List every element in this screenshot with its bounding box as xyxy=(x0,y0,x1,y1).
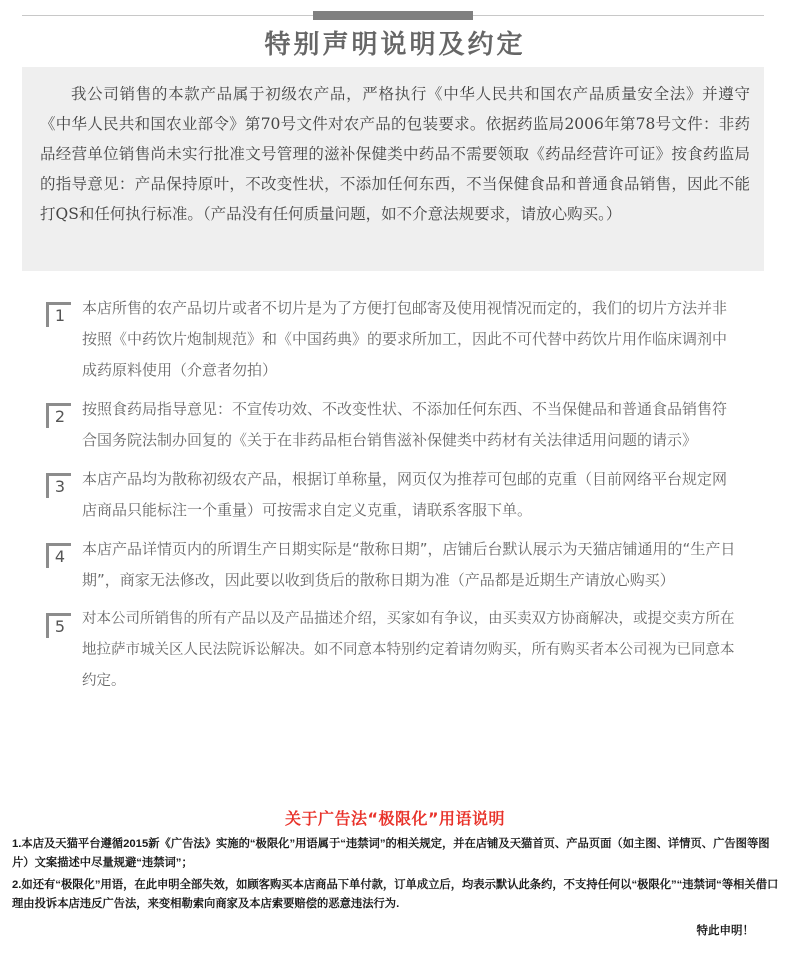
terms-item-1 xyxy=(46,293,736,386)
ad-law-paragraph-2: 2.如还有“极限化”用语，在此申明全部失效，如顾客购买本店商品下单付款，订单成立后，均表示默认此条约，不支持任何以“极限化”“违禁词“等相关借口理由投诉本店违反广告法，来变相勒索向商家及本店索要赔偿的恶意违法行为. xyxy=(12,879,779,910)
terms-item-text: 对本公司所销售的所有产品以及产品描述介绍，买家如有争议，由买卖双方协商解决，或提交卖方所在地拉萨市城关区人民法院诉讼解决。如不同意本特别约定着请勿购买，所有购买者本公司视为已同意本约定。 xyxy=(82,611,735,689)
ad-law-body xyxy=(12,835,780,914)
terms-item-text: 本店所售的农产品切片或者不切片是为了方便打包邮寄及使用视情况而定的，我们的切片方法并非按照《中药饮片炮制规范》和《中国药典》的要求所加工，因此不可代替中药饮片用作临床调剂中成药原料使用（介意者勿拍） xyxy=(82,299,728,379)
declaration-text: 特此申明！ xyxy=(696,925,754,937)
ad-law-paragraph-1: 1.本店及天猫平台遵循2015新《广告法》实施的“极限化”用语属于“违禁词”的相关规定，并在店铺及天猫首页、产品页面（如主图、详情页、广告图等图片）文案描述中尽量规避“违禁词”； xyxy=(12,838,770,869)
item-number-badge: 1 xyxy=(46,302,71,327)
terms-item-2 xyxy=(46,394,736,456)
terms-item-4 xyxy=(46,534,736,596)
intro-text: 我公司销售的本款产品属于初级农产品，严格执行《中华人民共和国农产品质量安全法》并遵守《中华人民共和国农业部令》第70号文件对农产品的包装要求。依据药监局2006年第78号文件：非药品经营单位销售尚未实行批准文号管理的滋补保健类中药品不需要领取《药品经营许可证》按食药监局的指导意见：产品保持原叶，不改变性状，不添加任何东西，不当保健食品和普通食品销售，因此不能打QS和任何执行标准。（产品没有任何质量问题，如不介意法规要求，请放心购买。） xyxy=(40,85,750,223)
terms-item-text: 按照食药局指导意见：不宣传功效、不改变性状、不添加任何东西、不当保健品和普通食品销售符合国务院法制办回复的《关于在非药品柜台销售滋补保健类中药材有关法律适用问题的请示》 xyxy=(82,400,728,449)
item-number-badge: 3 xyxy=(46,473,71,498)
terms-list xyxy=(46,293,736,697)
intro-panel xyxy=(22,67,764,271)
ad-law-title: 关于广告法“极限化”用语说明 xyxy=(284,809,506,828)
header-accent-bar xyxy=(313,11,473,20)
item-number-badge: 4 xyxy=(46,543,71,568)
item-number-badge: 5 xyxy=(46,613,71,638)
item-number-badge: 2 xyxy=(46,403,71,428)
page-title: 特别声明说明及约定 xyxy=(264,30,526,60)
terms-item-text: 本店产品均为散称初级农产品，根据订单称量，网页仅为推荐可包邮的克重（目前网络平台规定网店商品只能标注一个重量）可按需求自定义克重，请联系客服下单。 xyxy=(82,470,728,519)
terms-item-text: 本店产品详情页内的所谓生产日期实际是“散称日期”，店铺后台默认展示为天猫店铺通用的“生产日期”，商家无法修改，因此要以收到货后的散称日期为准（产品都是近期生产请放心购买） xyxy=(82,540,736,589)
terms-item-5 xyxy=(46,604,736,697)
terms-item-3 xyxy=(46,464,736,526)
